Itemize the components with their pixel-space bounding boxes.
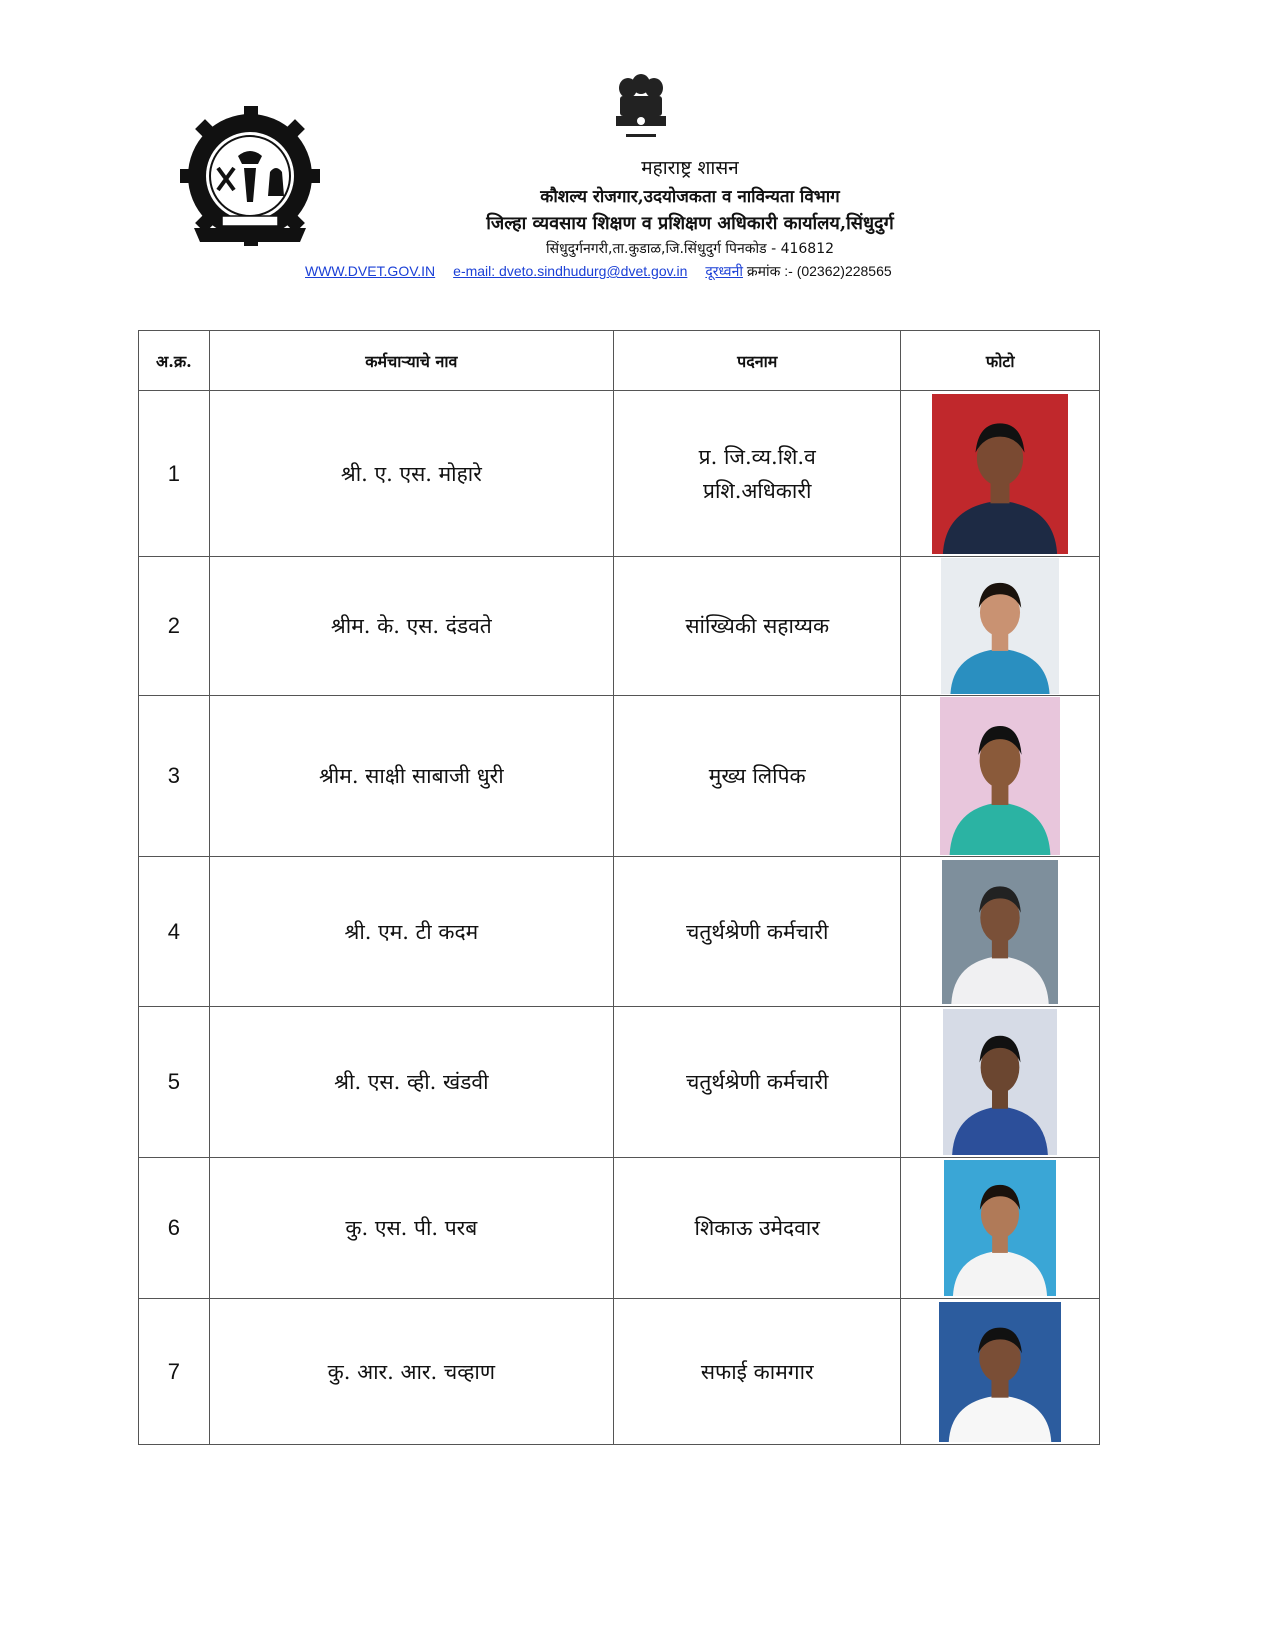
designation-line-1: शिकाऊ उमेदवार xyxy=(694,1216,820,1240)
serial-cell: 7 xyxy=(139,1299,210,1445)
designation-line-1: चतुर्थश्रेणी कर्मचारी xyxy=(686,919,829,944)
photo-man-suit-red-bg xyxy=(932,394,1068,554)
table-row xyxy=(139,1299,1100,1445)
serial-cell: 4 xyxy=(139,857,210,1007)
phone-label: दूरध्वनी xyxy=(705,263,743,279)
designation-line-1: सफाई कामगार xyxy=(700,1359,814,1384)
photo-cell xyxy=(901,391,1100,557)
email-link[interactable]: e-mail: dveto.sindhudurg@dvet.gov.in xyxy=(453,263,688,279)
serial-cell: 3 xyxy=(139,696,210,857)
office-header xyxy=(250,150,1130,258)
photo-cell xyxy=(901,1158,1100,1299)
table-row xyxy=(139,857,1100,1007)
designation-line-1: प्र. जि.व्य.शि.व xyxy=(698,444,816,469)
photo-cell xyxy=(901,557,1100,696)
header-govt: महाराष्ट्र शासन xyxy=(641,157,739,179)
serial-cell: 2 xyxy=(139,557,210,696)
photo-cell xyxy=(901,1299,1100,1445)
photo-girl-blue-bg xyxy=(944,1160,1056,1296)
header-department: कौशल्य रोजगार,उदयोजकता व नाविन्यता विभाग xyxy=(540,187,840,207)
designation-line-1: चतुर्थश्रेणी कर्मचारी xyxy=(686,1070,829,1094)
name-cell: श्रीम. के. एस. दंडवते xyxy=(209,557,613,696)
staff-table xyxy=(138,330,1100,1445)
name-cell: कु. एस. पी. परब xyxy=(209,1158,613,1299)
designation-cell xyxy=(613,557,901,696)
table-row xyxy=(139,1007,1100,1158)
name-cell: कु. आर. आर. चव्हाण xyxy=(209,1299,613,1445)
header-office: जिल्हा व्यवसाय शिक्षण व प्रशिक्षण अधिकारी कार्यालय,सिंधुदुर्ग xyxy=(486,213,894,234)
table-row xyxy=(139,557,1100,696)
table-row xyxy=(139,1158,1100,1299)
photo-man-glasses xyxy=(942,860,1058,1004)
phone-number: क्रमांक :- (02362)228565 xyxy=(742,263,892,279)
header-name: कर्मचाऱ्याचे नाव xyxy=(209,331,613,391)
header-serial: अ.क्र. xyxy=(139,331,210,391)
photo-cell xyxy=(901,1007,1100,1158)
name-cell: श्री. ए. एस. मोहारे xyxy=(209,391,613,557)
website-link[interactable]: WWW.DVET.GOV.IN xyxy=(305,263,436,279)
header-address: सिंधुदुर्गनगरी,ता.कुडाळ,जि.सिंधुदुर्ग पिनकोड - 416812 xyxy=(545,241,835,257)
photo-man-striped-shirt xyxy=(943,1009,1057,1155)
header-photo: फोटो xyxy=(901,331,1100,391)
designation-line-2: प्रशि.अधिकारी xyxy=(703,478,812,503)
designation-cell xyxy=(613,1158,901,1299)
photo-cell xyxy=(901,857,1100,1007)
photo-woman-white-bg xyxy=(941,558,1059,694)
photo-woman-pink-bg xyxy=(940,697,1060,855)
ashoka-emblem-logo xyxy=(608,72,674,144)
designation-cell xyxy=(613,857,901,1007)
designation-cell xyxy=(613,696,901,857)
name-cell: श्री. एस. व्ही. खंडवी xyxy=(209,1007,613,1158)
photo-young-man-blue-bg xyxy=(939,1302,1061,1442)
designation-line-1: मुख्य लिपिक xyxy=(708,764,806,788)
photo-cell xyxy=(901,696,1100,857)
table-header-row xyxy=(139,331,1100,391)
serial-cell: 6 xyxy=(139,1158,210,1299)
serial-cell: 5 xyxy=(139,1007,210,1158)
contact-line xyxy=(305,262,892,281)
table-row xyxy=(139,391,1100,557)
header-designation: पदनाम xyxy=(613,331,901,391)
designation-cell xyxy=(613,1299,901,1445)
designation-cell xyxy=(613,391,901,557)
designation-cell xyxy=(613,1007,901,1158)
designation-line-1: सांख्यिकी सहाय्यक xyxy=(685,614,830,638)
serial-cell: 1 xyxy=(139,391,210,557)
name-cell: श्री. एम. टी कदम xyxy=(209,857,613,1007)
name-cell: श्रीम. साक्षी साबाजी धुरी xyxy=(209,696,613,857)
table-row xyxy=(139,696,1100,857)
